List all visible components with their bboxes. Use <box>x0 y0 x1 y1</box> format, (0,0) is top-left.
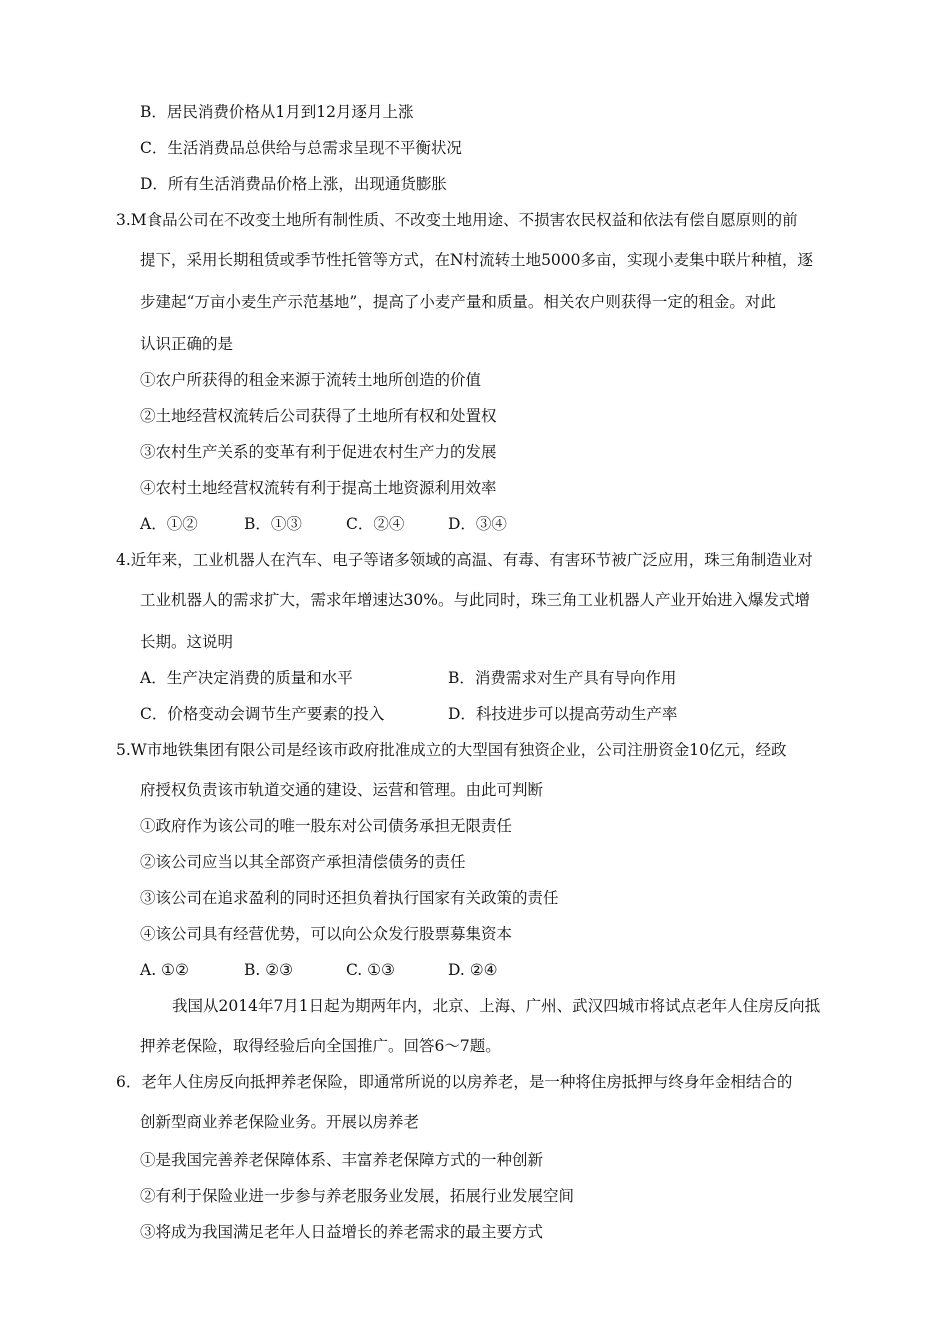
q3-item-2: ②土地经营权流转后公司获得了土地所有权和处置权 <box>140 407 497 425</box>
q3-option-c: C．②④ <box>346 515 405 533</box>
material-line-1: 我国从2014年7月1日起为期两年内，北京、上海、广州、武汉四城市将试点老年人住房反向抵 <box>172 997 821 1015</box>
q2-option-c: C．生活消费品总供给与总需求呈现不平衡状况 <box>140 139 462 157</box>
q2-option-d: D．所有生活消费品价格上涨，出现通货膨胀 <box>140 175 447 193</box>
q4-stem-line-3: 长期。这说明 <box>140 633 234 651</box>
q3-stem-line-2: 提下，采用长期租赁或季节性托管等方式，在N村流转土地5000多亩，实现小麦集中联片种植，逐 <box>140 251 814 269</box>
q3-item-1: ①农户所获得的租金来源于流转土地所创造的价值 <box>140 371 482 389</box>
q3-option-d: D．③④ <box>448 515 507 533</box>
q3-item-3: ③农村生产关系的变革有利于促进农村生产力的发展 <box>140 443 497 461</box>
q5-item-2: ②该公司应当以其全部资产承担清偿债务的责任 <box>140 853 466 871</box>
q4-option-d: D．科技进步可以提高劳动生产率 <box>448 705 678 723</box>
q4-option-a: A．生产决定消费的质量和水平 <box>140 669 353 687</box>
q5-item-1: ①政府作为该公司的唯一股东对公司债务承担无限责任 <box>140 817 513 835</box>
q3-stem-line-4: 认识正确的是 <box>140 335 234 353</box>
q5-option-c: C. ①③ <box>346 961 395 979</box>
q6-stem-line-2: 创新型商业养老保险业务。开展以房养老 <box>140 1113 420 1131</box>
q3-option-b: B．①③ <box>244 515 302 533</box>
q5-item-4: ④该公司具有经营优势，可以向公众发行股票募集资本 <box>140 925 513 943</box>
q4-stem-line-2: 工业机器人的需求扩大，需求年增速达30%。与此同时，珠三角工业机器人产业开始进入爆发式增 <box>140 591 810 609</box>
q5-stem-line-2: 府授权负责该市轨道交通的建设、运营和管理。由此可判断 <box>140 781 544 799</box>
q6-stem-line-1: 6．老年人住房反向抵押养老保险，即通常所说的以房养老，是一种将住房抵押与终身年金相结合的 <box>116 1073 793 1091</box>
q3-option-a: A．①② <box>140 515 198 533</box>
q3-item-4: ④农村土地经营权流转有利于提高土地资源利用效率 <box>140 479 497 497</box>
q3-stem-line-1: 3.M食品公司在不改变土地所有制性质、不改变土地用途、不损害农民权益和依法有偿自愿原则的前 <box>116 211 798 229</box>
q4-stem-line-1: 4.近年来，工业机器人在汽车、电子等诸多领域的高温、有毒、有害环节被广泛应用，珠三角制造业对 <box>116 551 813 569</box>
q5-option-a: A. ①② <box>140 961 189 979</box>
q6-item-2: ②有利于保险业进一步参与养老服务业发展，拓展行业发展空间 <box>140 1187 575 1205</box>
q4-option-c: C．价格变动会调节生产要素的投入 <box>140 705 385 723</box>
q6-item-1: ①是我国完善养老保障体系、丰富养老保障方式的一种创新 <box>140 1151 544 1169</box>
q5-option-b: B. ②③ <box>244 961 294 979</box>
q5-stem-line-1: 5.W市地铁集团有限公司是经该市政府批准成立的大型国有独资企业，公司注册资金10亿元，经政 <box>116 741 787 759</box>
q2-option-b: B．居民消费价格从1月到12月逐月上涨 <box>140 103 414 121</box>
q5-option-d: D. ②④ <box>448 961 498 979</box>
q5-item-3: ③该公司在追求盈利的同时还担负着执行国家有关政策的责任 <box>140 889 559 907</box>
q4-option-b: B．消费需求对生产具有导向作用 <box>448 669 677 687</box>
material-line-2: 押养老保险，取得经验后向全国推广。回答6～7题。 <box>140 1037 501 1055</box>
q3-stem-line-3: 步建起“万亩小麦生产示范基地”，提高了小麦产量和质量。相关农户则获得一定的租金。对此 <box>140 293 776 311</box>
q6-item-3: ③将成为我国满足老年人日益增长的养老需求的最主要方式 <box>140 1223 544 1241</box>
